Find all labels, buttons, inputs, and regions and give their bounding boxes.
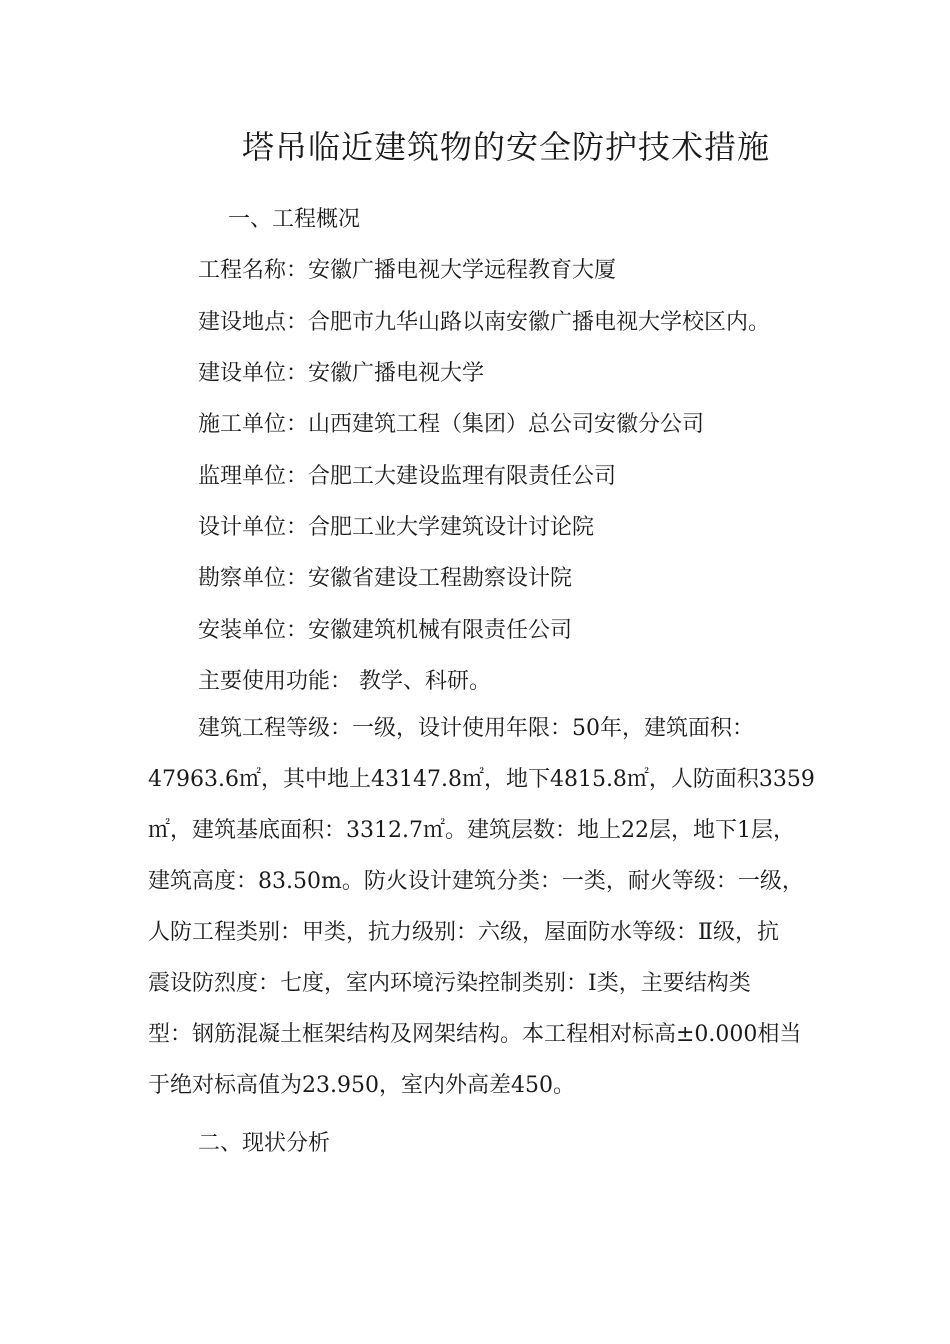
info-line-contractor: [198, 407, 704, 438]
paragraph-line: 于绝对标高值为23.950，室内外高差450。: [148, 1073, 575, 1098]
info-label: 安装单位：: [198, 618, 309, 643]
info-label: 主要使用功能：: [198, 669, 353, 694]
section-heading-overview: 一、工程概况: [228, 207, 361, 232]
info-value: 合肥市九华山路以南安徽广播电视大学校区内。: [308, 310, 771, 335]
paragraph-line: 47963.6㎡，其中地上43147.8㎡，地下4815.8㎡，人防面积3359: [148, 767, 815, 792]
info-value: 合肥工大建设监理有限责任公司: [308, 464, 617, 489]
info-label: 建设单位：: [198, 361, 309, 386]
paragraph-line: 建筑高度：83.50m。防火设计建筑分类：一类，耐火等级：一级，: [148, 869, 804, 894]
info-line-surveyor: [198, 561, 572, 592]
info-label: 工程名称：: [198, 258, 309, 283]
paragraph-line: 震设防烈度：七度，室内环境污染控制类别：Ⅰ类，主要结构类: [148, 971, 751, 996]
info-label: 建设地点：: [198, 310, 309, 335]
info-value: 安徽建筑机械有限责任公司: [308, 618, 573, 643]
paragraph-line: 型：钢筋混凝土框架结构及网架结构。本工程相对标高±0.000相当: [148, 1022, 802, 1047]
paragraph-line: ㎡，建筑基底面积：3312.7㎡。建筑层数：地上22层，地下1层，: [148, 818, 795, 843]
info-line-supervisor: [198, 459, 616, 490]
info-line-project-name: [198, 253, 616, 284]
info-line-owner: [198, 356, 484, 387]
info-value: 合肥工业大学建筑设计讨论院: [308, 515, 595, 540]
info-value: 教学、科研。: [352, 669, 492, 694]
info-line-location: [198, 305, 770, 336]
info-label: 施工单位：: [198, 412, 309, 437]
info-label: 监理单位：: [198, 464, 309, 489]
info-line-installer: [198, 613, 572, 644]
info-line-function: [198, 664, 491, 695]
info-value: 安徽广播电视大学远程教育大厦: [308, 258, 617, 283]
project-description-paragraph: [148, 703, 815, 1111]
info-value: 安徽广播电视大学: [308, 361, 485, 386]
info-label: 勘察单位：: [198, 566, 309, 591]
info-value: 安徽省建设工程勘察设计院: [308, 566, 573, 591]
info-value: 山西建筑工程（集团）总公司安徽分公司: [308, 412, 705, 437]
info-line-designer: [198, 510, 594, 541]
paragraph-line: 人防工程类别：甲类，抗力级别：六级，屋面防水等级：Ⅱ级，抗: [148, 920, 779, 945]
document-title: 塔吊临近建筑物的安全防护技术措施: [242, 128, 771, 166]
info-label: 设计单位：: [198, 515, 309, 540]
section-heading-status-analysis: 二、现状分析: [198, 1131, 331, 1156]
paragraph-line: 建筑工程等级：一级，设计使用年限：50年，建筑面积：: [198, 716, 754, 741]
